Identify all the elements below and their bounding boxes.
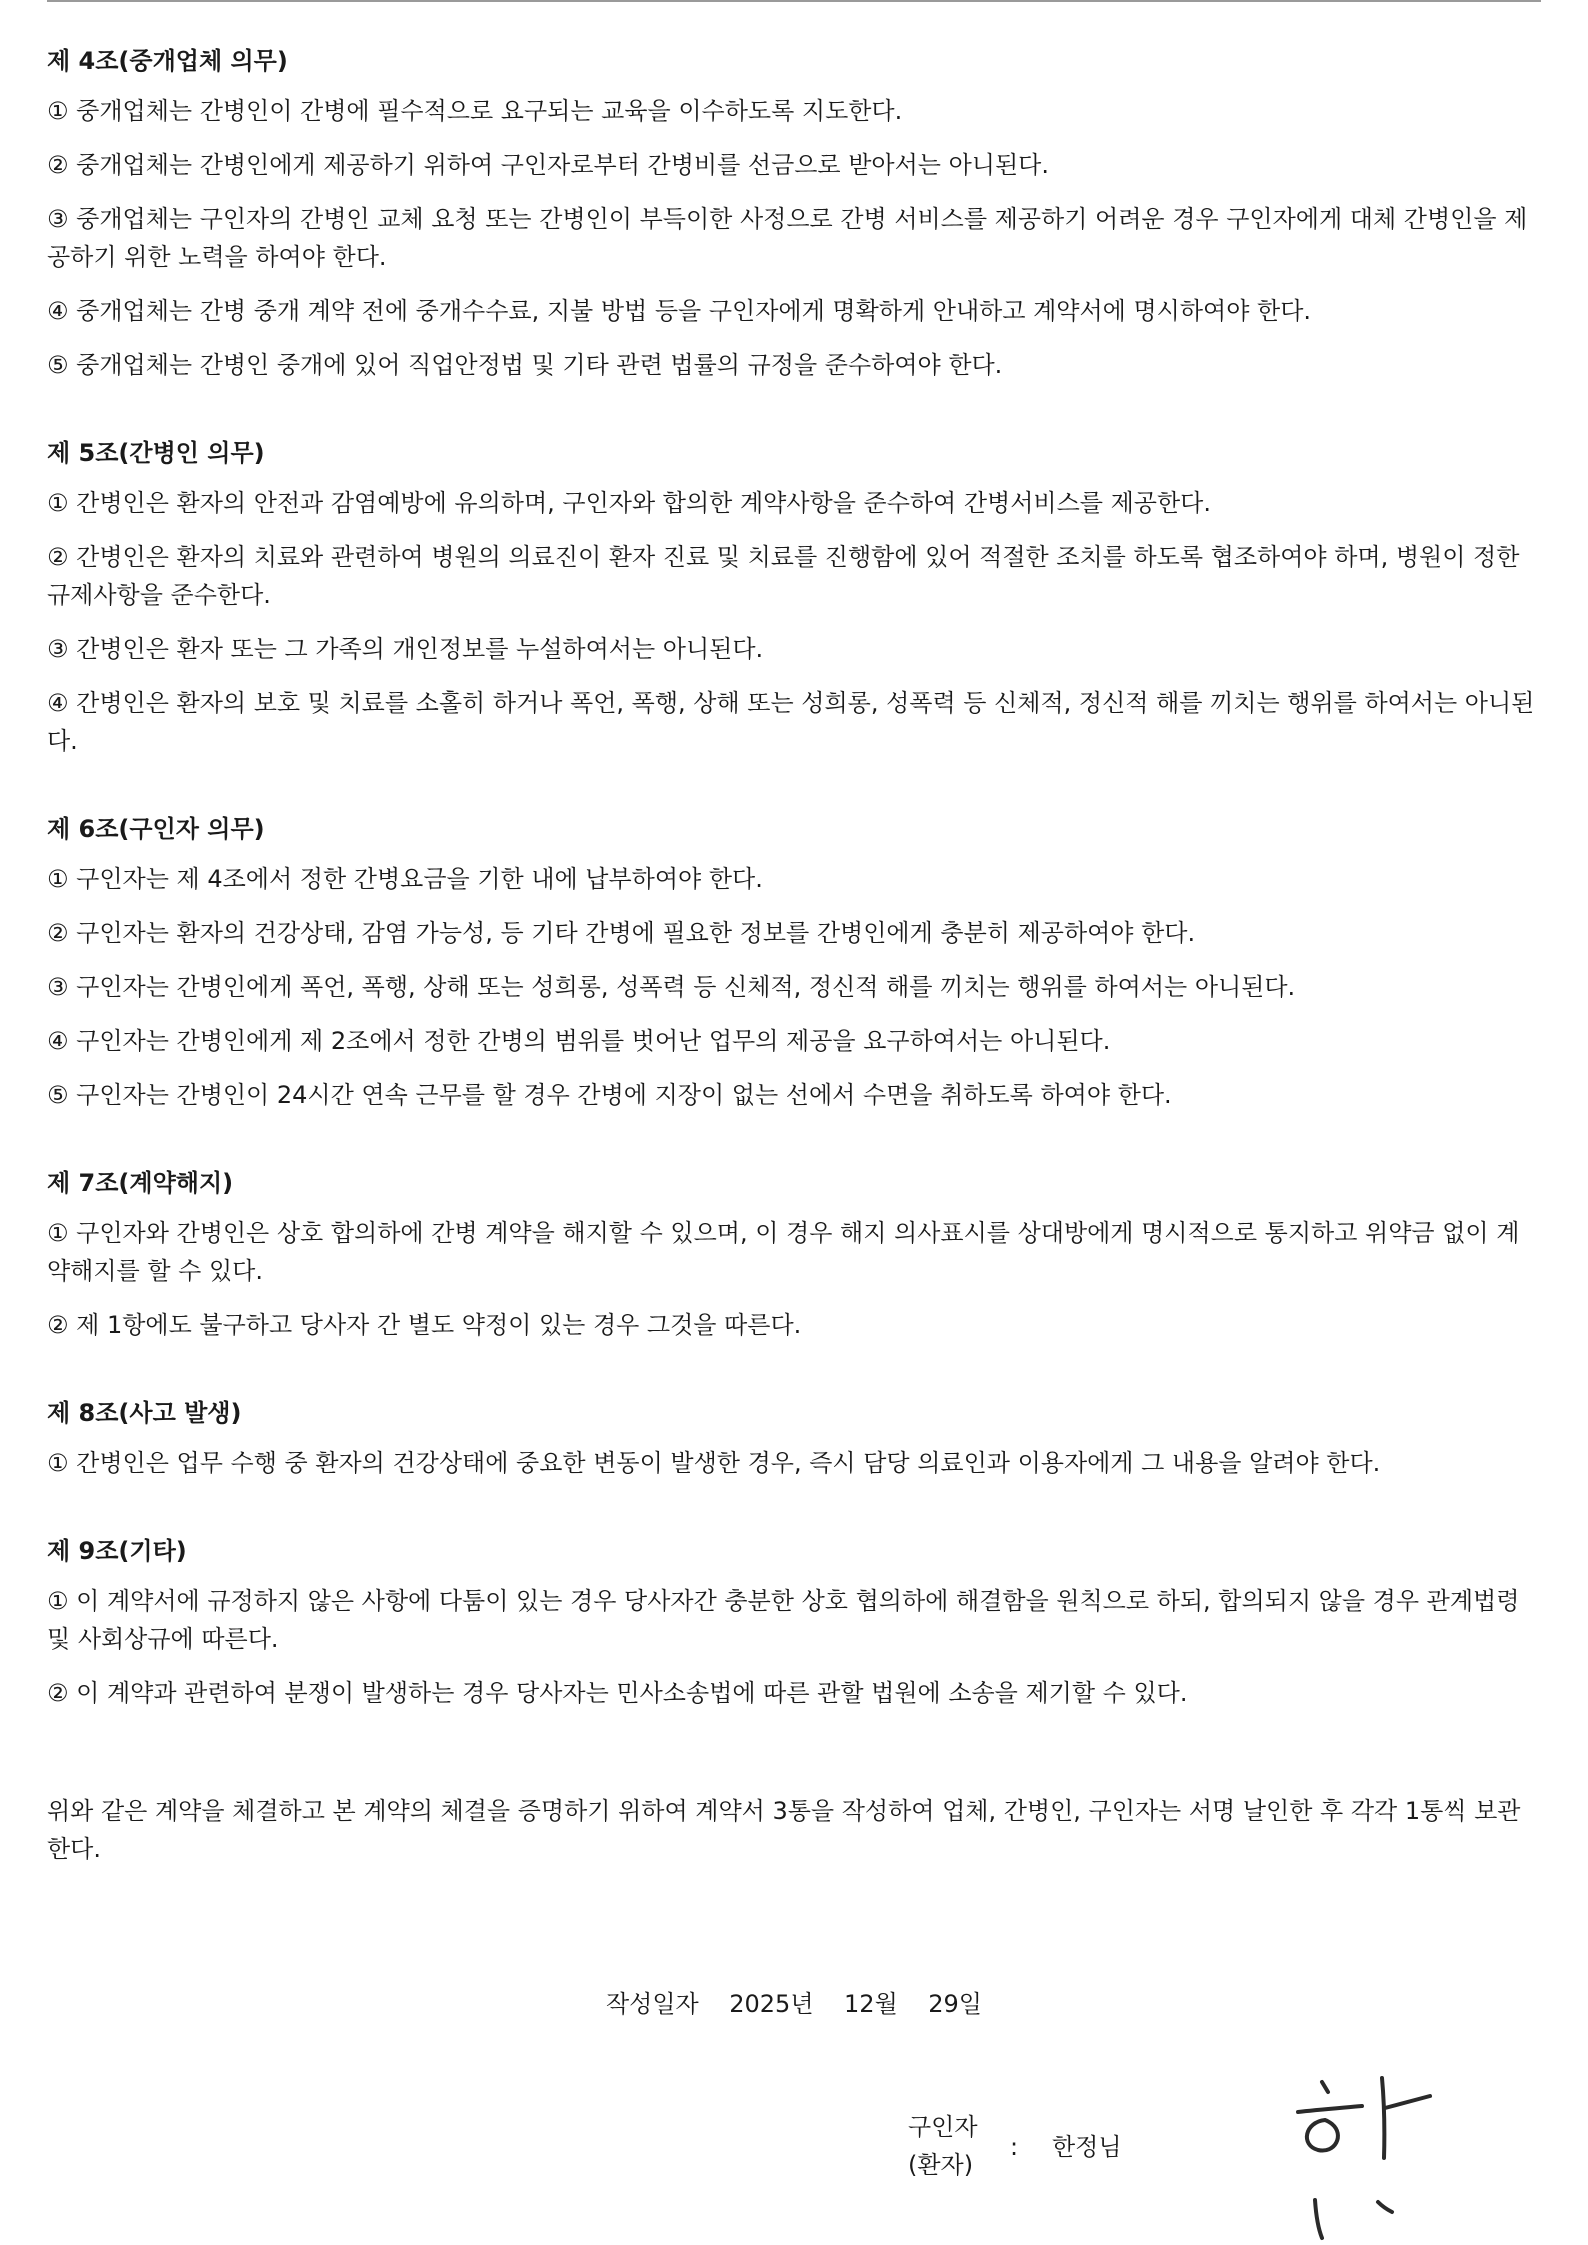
- article-clause: ① 간병인은 환자의 안전과 감염예방에 유의하며, 구인자와 합의한 계약사항을 준수하여 간병서비스를 제공한다.: [47, 489, 1211, 517]
- signer-role: [908, 2108, 978, 2184]
- signer-role-line2: (환자): [908, 2151, 974, 2179]
- article-clause: ③ 구인자는 간병인에게 폭언, 폭행, 상해 또는 성희롱, 성폭력 등 신체적, 정신적 해를 끼치는 행위를 하여서는 아니된다.: [47, 973, 1296, 1001]
- article-clause: ④ 간병인은 환자의 보호 및 치료를 소홀히 하거나 폭언, 폭행, 상해 또는 성희롱, 성폭력 등 신체적, 정신적 해를 끼치는 행위를 하여서는 아니된다.: [47, 689, 1535, 755]
- article-clause: ② 간병인은 환자의 치료와 관련하여 병원의 의료진이 환자 진료 및 치료를 진행함에 있어 적절한 조치를 하도록 협조하여야 하며, 병원이 정한 규제사항을 준수한다.: [47, 543, 1520, 609]
- article-clause: ① 간병인은 업무 수행 중 환자의 건강상태에 중요한 변동이 발생한 경우, 즉시 담당 의료인과 이용자에게 그 내용을 알려야 한다.: [47, 1449, 1381, 1477]
- article-clause: ② 구인자는 환자의 건강상태, 감염 가능성, 등 기타 간병에 필요한 정보를 간병인에게 충분히 제공하여야 한다.: [47, 919, 1196, 947]
- article-clause: ① 중개업체는 간병인이 간병에 필수적으로 요구되는 교육을 이수하도록 지도한다.: [47, 97, 903, 125]
- article-clause: ① 이 계약서에 규정하지 않은 사항에 다툼이 있는 경우 당사자간 충분한 상호 협의하에 해결함을 원칙으로 하되, 합의되지 않을 경우 관계법령 및 사회상규에 따른다.: [47, 1587, 1520, 1653]
- article-title: 제 5조(간병인 의무): [47, 439, 265, 467]
- article-section: [47, 1394, 1541, 1482]
- date-line: 작성일자 2025년 12월 29일: [606, 1990, 982, 2018]
- article-clause: ① 구인자는 제 4조에서 정한 간병요금을 기한 내에 납부하여야 한다.: [47, 865, 763, 893]
- article-clause: ② 이 계약과 관련하여 분쟁이 발생하는 경우 당사자는 민사소송법에 따른 관할 법원에 소송을 제기할 수 있다.: [47, 1679, 1188, 1707]
- article-clause: ① 구인자와 간병인은 상호 합의하에 간병 계약을 해지할 수 있으며, 이 경우 해지 의사표시를 상대방에게 명시적으로 통지하고 위약금 없이 계약해지를 할 수 있다.: [47, 1219, 1520, 1285]
- article-title: 제 9조(기타): [47, 1537, 187, 1565]
- article-clause: ③ 간병인은 환자 또는 그 가족의 개인정보를 누설하여서는 아니된다.: [47, 635, 764, 663]
- article-section: [47, 810, 1541, 1114]
- article-clause: ④ 중개업체는 간병 중개 계약 전에 중개수수료, 지불 방법 등을 구인자에게 명확하게 안내하고 계약서에 명시하여야 한다.: [47, 297, 1312, 325]
- article-section: [47, 42, 1541, 384]
- article-title: 제 7조(계약해지): [47, 1169, 234, 1197]
- article-section: [47, 434, 1541, 760]
- signer-role-line1: 구인자: [908, 2113, 978, 2141]
- article-clause: ② 제 1항에도 불구하고 당사자 간 별도 약정이 있는 경우 그것을 따른다.: [47, 1311, 802, 1339]
- signer-separator: :: [1010, 2133, 1019, 2161]
- signer-name: 한정님: [1052, 2133, 1122, 2161]
- contract-body: [47, 42, 1541, 1868]
- article-title: 제 4조(중개업체 의무): [47, 47, 288, 75]
- article-clause: ④ 구인자는 간병인에게 제 2조에서 정한 간병의 범위를 벗어난 업무의 제공을 요구하여서는 아니된다.: [47, 1027, 1111, 1055]
- article-clause: ③ 중개업체는 구인자의 간병인 교체 요청 또는 간병인이 부득이한 사정으로 간병 서비스를 제공하기 어려운 경우 구인자에게 대체 간병인을 제공하기 위한 노력을 하여야 한다.: [47, 205, 1528, 271]
- article-title: 제 6조(구인자 의무): [47, 815, 265, 843]
- article-clause: ⑤ 중개업체는 간병인 중개에 있어 직업안정법 및 기타 관련 법률의 규정을 준수하여야 한다.: [47, 351, 1003, 379]
- article-title: 제 8조(사고 발생): [47, 1399, 242, 1427]
- article-section: [47, 1164, 1541, 1344]
- closing-statement: 위와 같은 계약을 체결하고 본 계약의 체결을 증명하기 위하여 계약서 3통을 작성하여 업체, 간병인, 구인자는 서명 날인한 후 각각 1통씩 보관한다.: [47, 1797, 1521, 1863]
- article-clause: ② 중개업체는 간병인에게 제공하기 위하여 구인자로부터 간병비를 선금으로 받아서는 아니된다.: [47, 151, 1049, 179]
- article-section: [47, 1532, 1541, 1712]
- top-rule: [47, 0, 1541, 2]
- article-clause: ⑤ 구인자는 간병인이 24시간 연속 근무를 할 경우 간병에 지장이 없는 선에서 수면을 취하도록 하여야 한다.: [47, 1081, 1172, 1109]
- handwritten-signature: [1270, 2070, 1450, 2245]
